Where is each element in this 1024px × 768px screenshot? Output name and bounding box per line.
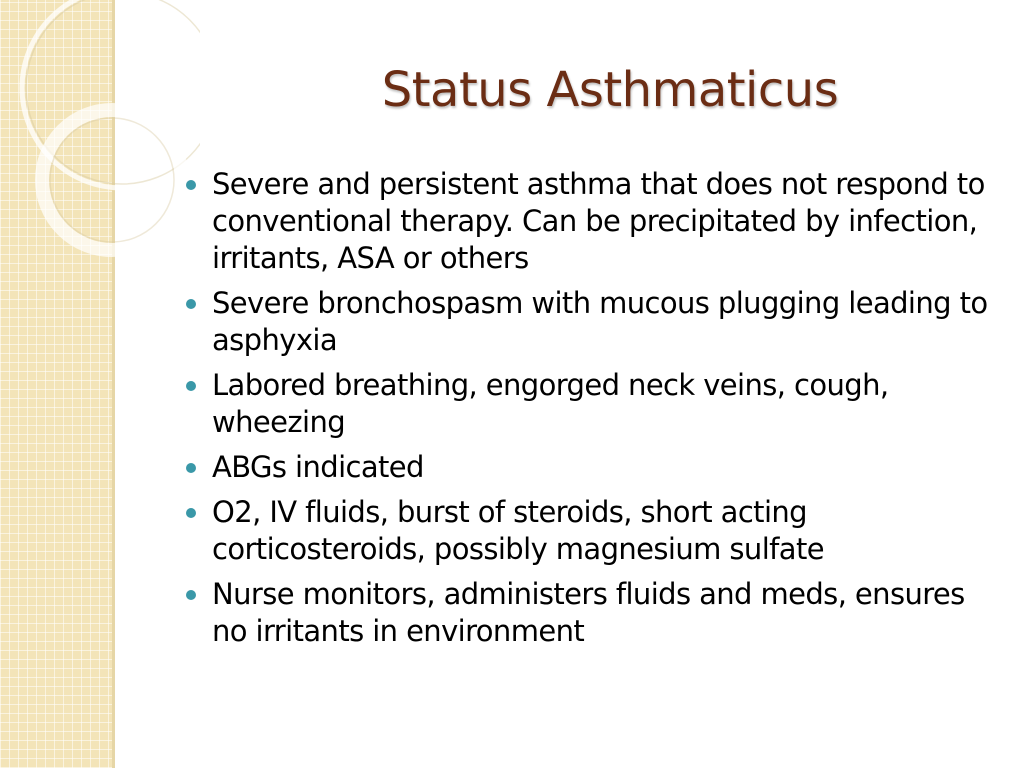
decorative-rings <box>0 0 200 300</box>
bullet-item <box>180 285 990 359</box>
bullet-item <box>180 494 990 568</box>
bullet-item <box>180 367 990 441</box>
bullet-marker-icon <box>186 299 196 309</box>
bullet-text: O2, IV fluids, burst of steroids, short acting corticosteroids, possibly magnesium sulfate <box>212 495 824 566</box>
bullet-list <box>180 166 990 658</box>
bullet-marker-icon <box>186 508 196 518</box>
slide-title: Status Asthmaticus <box>381 62 839 118</box>
bullet-text: Labored breathing, engorged neck veins, cough, wheezing <box>212 368 889 439</box>
bullet-marker-icon <box>186 180 196 190</box>
bullet-text: ABGs indicated <box>212 450 424 484</box>
bullet-marker-icon <box>186 590 196 600</box>
bullet-text: Nurse monitors, administers fluids and meds, ensures no irritants in environment <box>212 577 965 648</box>
bullet-item <box>180 449 990 486</box>
bullet-item <box>180 166 990 277</box>
bullet-item <box>180 576 990 650</box>
bullet-marker-icon <box>186 463 196 473</box>
bullet-text: Severe and persistent asthma that does not respond to conventional therapy. Can be precipitated by infection, irritants, ASA or others <box>212 167 985 275</box>
bullet-text: Severe bronchospasm with mucous plugging leading to asphyxia <box>212 286 988 357</box>
bullet-marker-icon <box>186 381 196 391</box>
